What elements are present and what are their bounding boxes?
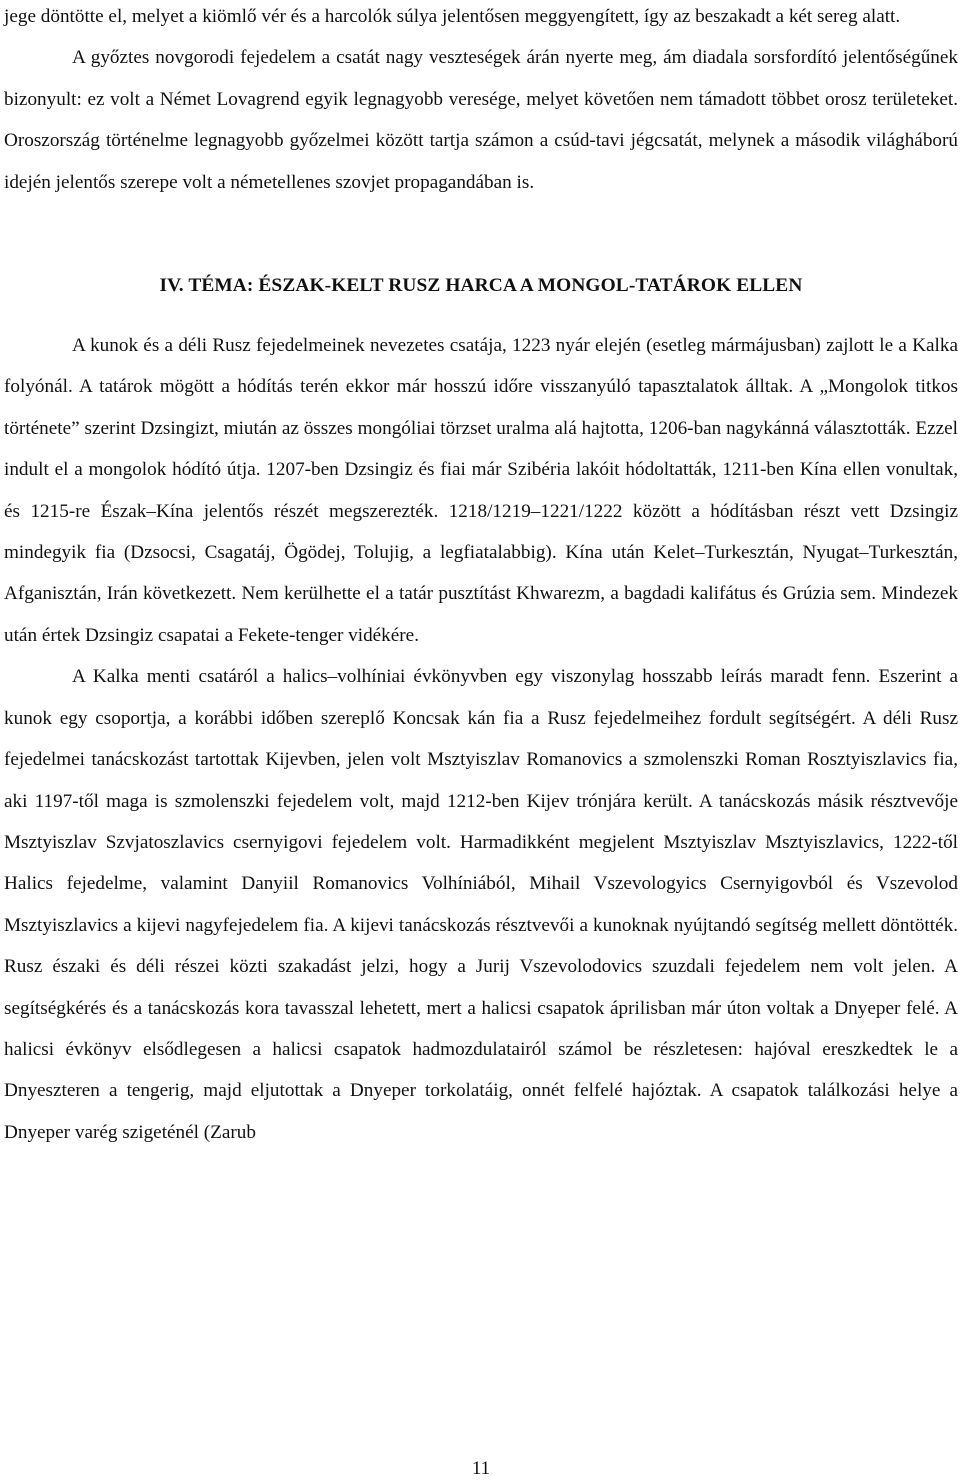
page-number: 11: [471, 1458, 491, 1479]
paragraph-kalka-battle: A kunok és a déli Rusz fejedelmeinek nevezetes csatája, 1223 nyár elején (esetleg mármájusban) zajlott le a Kalka folyónál. A tatárok mögött a hódítás terén ekkor már hosszú időre visszanyúló tapasztalatok álltak. A „Mongolok titkos története” szerint Dzsingizt, miután az összes mongóliai törzset uralma alá hajtotta, 1206-ban nagykánná választották. Ezzel indult el a mongolok hódító útja. 1207-ben Dzsingiz és fiai már Szibéria lakóit hódoltatták, 1211-ben Kína ellen vonultak, és 1215-re Észak–Kína jelentős részét megszerezték. 1218/1219–1221/1222 között a hódításban részt vett Dzsingiz mindegyik fia (Dzsocsi, Csagatáj, Ögödej, Tolujig, a legfiatalabbig). Kína után Kelet–Turkesztán, Nyugat–Turkesztán, Afganisztán, Irán következett. Nem kerülhette el a tatár pusztítást Khwarezm, a bagdadi kalifátus és Grúzia sem. Mindezek után értek Dzsingiz csapatai a Fekete-tenger vidékére.: [4, 335, 958, 646]
document-page: [4, 0, 958, 1482]
section-heading: IV. TÉMA: ÉSZAK-KELT RUSZ HARCA A MONGOL-TATÁROK ELLEN: [159, 275, 803, 297]
paragraph-kalka-chronicle: A Kalka menti csatáról a halics–volhíniai évkönyvben egy viszonylag hosszabb leírás maradt fenn. Eszerint a kunok egy csoportja, a korábbi időben szereplő Koncsak kán fia a Rusz fejedelmeihez fordult segítségért. A déli Rusz fejedelmei tanácskozást tartottak Kijevben, jelen volt Msztyiszlav Romanovics a szmolenszki Roman Rosztyiszlavics fia, aki 1197-től maga is szmolenszki fejedelem volt, majd 1212-ben Kijev trónjára került. A tanácskozás másik résztvevője Msztyiszlav Szvjatoszlavics csernyigovi fejedelem volt. Harmadikként megjelent Msztyiszlav Msztyiszlavics, 1222-től Halics fejedelme, valamint Danyiil Romanovics Volhíniából, Mihail Vszevologyics Csernyigovból és Vszevolod Msztyiszlavics a kijevi nagyfejedelem fia. A kijevi tanácskozás résztvevői a kunoknak nyújtandó segítség mellett döntötték. Rusz északi és déli részei közti szakadást jelzi, hogy a Jurij Vszevolodovics szuzdali fejedelem nem volt jelen. A segítségkérés és a tanácskozás kora tavasszal lehetett, mert a halicsi csapatok áprilisban már úton voltak a Dnyeper felé. A halicsi évkönyv elsődlegesen a halicsi csapatok hadmozdulatairól számol be részletesen: hajóval ereszkedtek le a Dnyeszteren a tengerig, majd eljutottak a Dnyeper torkolatáig, onnét felfelé hajóztak. A csapatok találkozási helye a Dnyeper varég szigeténél (Zarub: [4, 666, 958, 1143]
paragraph-continuation: jege döntötte el, melyet a kiömlő vér és a harcolók súlya jelentősen meggyengített, így az beszakadt a két sereg alatt.: [4, 6, 901, 27]
paragraph-novgorod-victory: A győztes novgorodi fejedelem a csatát nagy veszteségek árán nyerte meg, ám diadala sorsfordító jelentőségűnek bizonyult: ez volt a Német Lovagrend egyik legnagyobb veresége, melyet követően nem támadott többet orosz területeket. Oroszország történelme legnagyobb győzelmei között tartja számon a csúd-tavi jégcsatát, melynek a második világháború idején jelentős szerepe volt a németellenes szovjet propagandában is.: [4, 47, 958, 193]
